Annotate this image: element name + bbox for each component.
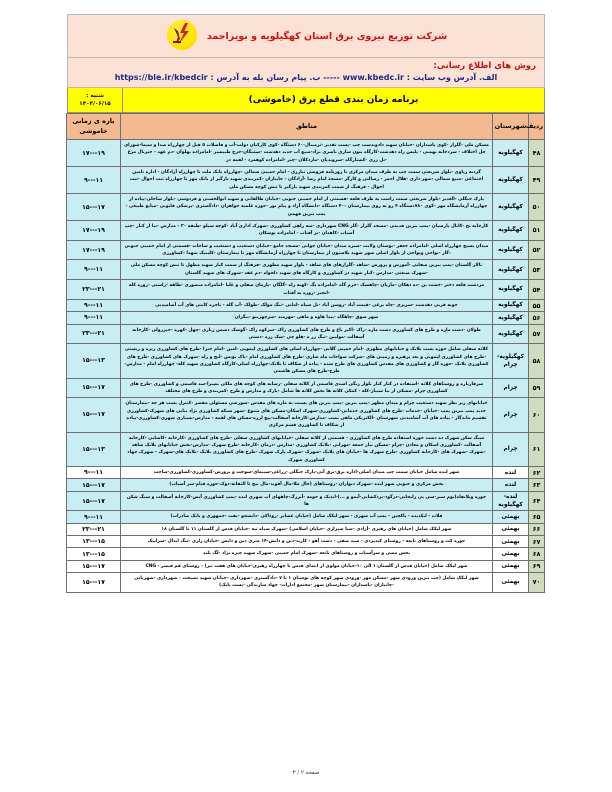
table-header-row — [67, 114, 545, 140]
cell-areas: شهر لیکک شامل (خیابان قدس از گلستان ۱ الی ۱۰-خیابان مولوی از ابتدای قدس تا چهارراه رهبری-خیابان های هفت تیر) - روستای قم قیصر - CNG — [121, 560, 493, 572]
cell-time: ۱۱---۹ — [67, 260, 121, 280]
table-row — [67, 560, 545, 572]
table-row — [67, 432, 545, 466]
cell-areas: خیابانهای زیر نظر شهید دستغیب چرام و میدان مطهر -پمپ بنزین -پمپ بنزین های نسبت به مازه های مقدس -شورشی مسئولی مقصر -کنترل پست هر چه -بیمارستان جدید پمپ بنزین پمپ -خیابان -خدمات -طرح های کشاورزی خدماتی-کشاورزی-شهرک اسکان-مسکن های متنوع -شهر شبکه کشاورزی نژاد بنایی های شهرک-کشاورزی تقسیم ماندگار - پیاده های آب آشامیدنی شهرستان -الکتریکی ماهی نصب -مدارس-کارخانه آسفالت-پیچ لرزه-مسکن های لقمه - مدارس-بسیاری شهری-کشاورزی-پیاده از شکاف تا کشاورزی قسم مرکزی — [121, 398, 493, 432]
cell-areas: خونه قربی دهدشت -سرپری -چاه برغی -قیمت آباد -روشن آباد -تل سیاه -امانی -تنگ مولک -طولک -آب گله - باجره کایتی های آب آشامیدنی — [121, 299, 493, 311]
cell-radif: ۶۱ — [529, 432, 545, 466]
cell-time: ۱۷---۱۵ — [67, 573, 121, 593]
cell-radif: ۵۴ — [529, 280, 545, 300]
cell-time: ۱۷---۱۵ — [67, 491, 121, 511]
table-row — [67, 324, 545, 344]
table-row — [67, 573, 545, 593]
cell-areas: شهر لنده شامل خیابان سمت چپ میدان اصلی-اداره برق-برق آبی-پارک جنگلی -زراعی-سینمای-سوخت و پرورش-کشاورزی-کشاورزی-ساخت — [121, 467, 493, 479]
cell-radif: ۵۹ — [529, 378, 545, 398]
cell-city: لنده-کهگیلویه — [493, 491, 529, 511]
schedule-date — [68, 88, 122, 112]
cell-city: کهگیلویه — [493, 167, 529, 194]
outage-schedule-table — [66, 113, 545, 593]
cell-radif: ۵۳ — [529, 260, 545, 280]
cell-time: ۱۱---۹ — [67, 299, 121, 311]
cell-city: کهگیلویه — [493, 194, 529, 221]
cell-areas: حوزه کت و روستاهای تابعه - روستای کیدیردی - سید صفی - دشت آهو - کارند-دین و دانش-۱۴ متری دین و دانش -خیابان رازی -تنگ ابدال -سراییک — [121, 536, 493, 548]
table-row — [67, 523, 545, 535]
cell-city: بهمئی — [493, 573, 529, 593]
cell-radif: ۵۰ — [529, 194, 545, 221]
cell-time: ۱۷---۱۵ — [67, 378, 121, 398]
table-row — [67, 299, 545, 311]
cell-city: بهمئی — [493, 548, 529, 560]
cell-radif: ۵۵ — [529, 299, 545, 311]
cell-areas: شهر سوق -چاهگاه -پیدا هاوه و ماهی -مهرمند -سرچهرنیو -بنگران — [121, 312, 493, 324]
table-row — [67, 312, 545, 324]
date-value: ۱۴۰۴/۰۶/۱۵ — [79, 101, 111, 107]
cell-city: کهگیلویه — [493, 299, 529, 311]
cell-city: لنده — [493, 479, 529, 491]
cell-city: کهگیلویه — [493, 280, 529, 300]
cell-areas: مسکن ملی -گلزار -کوی پاسداران -خیابان شهید دادوندست چپ -پست تقدیر -ترمینال-۶۰ دستگاه -کوی کارکنان دولت-آب و فاضلاب ۵ قبل از چهارراه صدا و سیما-شورای حل اختلاف - سردخانه بهمنی - پلیس راه دهدشت-کارگاه بتون سازی ناصری نژاد-منبع آب جدید دهدشت -سمنگان-خرج طبیشیر -امامزاده پهلوان -دم عهد - جیرنال مرغ -تل زری -کشتارگاه -سروندیان -ماردکلان -چنر -امامزاده کوهمرد - لقمه دژ — [121, 140, 493, 167]
cell-city: چرام — [493, 432, 529, 466]
page-footer: صفحه ۲ / ۳ — [292, 770, 320, 776]
cell-city: کهگیلویه — [493, 140, 529, 167]
cell-areas: گردنه ریاوی -بلوار شریعتی سمت چپ به طرف میدان مرکزی تا روزنامه فروشی تبارزی - امام خمینی شمالی -چهارراه بانک ملت تا چهارراه آزادگان - اداره تامین اجتماعی -منبع شمالی -شهر داری -هلال احمر - رسالتی و کارگر -مسجد امام رضا -آزادگان - جانبازان -کمربندی شهید بازگیر از بانک مهر تا چهارراه ثبت احوال -ثبت احوال - فرهنگ از سمت کمربندی شهید بازگیر تا تنش کوچه مسکن ملی — [121, 167, 493, 194]
table-row — [67, 221, 545, 241]
table-row — [67, 140, 545, 167]
cell-areas: شهر لیکک شامل (خیابان های رهبری -آزادی -صبا شیرازی -خیابان اسلامی) -شهرک سیاه تپه -خیابان قدس از گلستان ۱۱ تا گلستان ۱۸ — [121, 523, 493, 535]
table-row — [67, 194, 545, 221]
table-row — [67, 467, 545, 479]
cell-time: ۱۹---۱۷ — [67, 221, 121, 241]
table-head — [67, 114, 545, 140]
cell-radif: ۴۹ — [529, 167, 545, 194]
cell-areas: کلاته سفلی شامل حوزه پست بلانک و خیابانهای مطهری -امام خمینی گلابی -چهارراه اصلی های کشاورزی لیمویی -امین -امام خیرا -طرح های کشاورزی زیره و زیستی -طرح های کشاورزی لیمویی و بعد پرهیزه و زمینی های -شرکت سواحات ماه شاری -طرح های کشاورزی امام -پاک نویس -لنج و راه -شهرک های کشاورزی -طرح های کشاورزی بلانک -حوزه گاز و کشاورزی های مقدس کشاورزی های طرح شده - پیاده از شکاف تا بلانک-چهارراه اصلی-کارگاه کشاورزی شهید کله- چهارراه امام - مدارس-طرح-طرح های مسکن هاشمی — [121, 344, 493, 378]
cell-areas: قلات - لیکدیده - پاکچین - پمپ آب شهری - شهر لیکک شامل (خیابان عشایر -روداکی -دانشجو -نفت -جمهوری و بانک صادرات) — [121, 511, 493, 523]
cell-radif: ۶۳ — [529, 479, 545, 491]
cell-time: ۱۳---۱۵ — [67, 344, 121, 378]
cell-time: ۱۷---۱۵ — [67, 194, 121, 221]
cell-radif: ۵۷ — [529, 324, 545, 344]
cell-time: ۱۱---۹ — [67, 511, 121, 523]
contact-info-block — [67, 58, 545, 88]
cell-areas: تالار گلستان -پمپ بنزین صفایی -آموزش و پرورش -شاهد -گلزارهای های شاهد - بلوار شهید مطهری -فرهنگ از سمت کنار شهید مطهل تا تنش کوچه مسکن ملی -شهرک صنعتی -مدارس -کنار شهید دژ کشاورزی و کارگاه های شهید دلخواه -دم عقد -شهرک های شهید گلستان — [121, 260, 493, 280]
table-row — [67, 167, 545, 194]
cell-city: بهمئی — [493, 511, 529, 523]
cell-areas: پارک جنگلی -الغدیر -بلوار شریعتی سمت راست به طرف قلعه -قسمتی از امام خمینی جنوبی -خیابان طالقانی و شهید ابوالحسنی و فردوسی -بلوار ساحلی-پیاده از چهارراه آزمایشگاه مهر -کوی ۷۸۰دستگاه ۴ رو به روی بیمارستان -۴۰ دستگاه -دانشگاه آزاد و پیام نور -حوزه علمیه خواهران -دادگستری -پزشکی قانونی -منابع طبیعی - پمپ بنزین فهمی — [121, 194, 493, 221]
cell-radif: ۶۵ — [529, 511, 545, 523]
cell-time: ۱۷---۱۵ — [67, 479, 121, 491]
cell-radif: ۷۰ — [529, 573, 545, 593]
page-title: شرکت توزیع نیروی برق استان کهگیلویه و بویراحمد — [206, 30, 448, 42]
cell-city: کهگیلویه — [493, 221, 529, 241]
cell-areas: حوزه ویلانقاه(بوم سبز-سی بی زلیخایی-دژگود-بردکشانی-آبمو و ...)-ابدنک و حومه -آبرزگ-چاههای آب شهری لنده -پمپ کشاورزی آبش-کارخانه آسفالت و سنگ شکن ها — [121, 491, 493, 511]
cell-time: ۲۱---۲۳ — [67, 523, 121, 535]
cell-city: کهگیلویه — [493, 312, 529, 324]
cell-city: چرام — [493, 398, 529, 432]
cell-time: ۲۱---۲۳ — [67, 324, 121, 344]
cell-city: بهمئی — [493, 523, 529, 535]
header-banner — [67, 14, 545, 58]
cell-radif: ۵۶ — [529, 312, 545, 324]
cell-city: لنده — [493, 467, 529, 479]
table-row — [67, 280, 545, 300]
cell-time: ۱۵---۱۳ — [67, 536, 121, 548]
cell-radif: ۶۶ — [529, 523, 545, 535]
cell-time: ۱۱---۹ — [67, 467, 121, 479]
cell-radif: ۶۷ — [529, 536, 545, 548]
cell-radif: ۵۲ — [529, 240, 545, 260]
table-row — [67, 240, 545, 260]
info-heading: روش های اطلاع رسانی: — [433, 61, 536, 71]
cell-time: ۱۱---۹ — [67, 312, 121, 324]
cell-radif: ۶۲ — [529, 467, 545, 479]
cell-areas: سنگ شکن شهرک ده دشت حوزه استفاده طرح های کشاورزی - قسمتی از کلاته سفلی -خیابانهای کشاورزی سفلی -طرح های کشاورزی -کارخانه -کاشانی -کارخانه آسفالت -کشاورزی اسکان و معادن -چرام -مسکن نیاز جمعه -مهرانی -بلانک کشاورزی -مدارس -درمان -کارخانه -طرح شهرک -مدارس-بخش خیابانهای بلانک شاهد -شهرک -شهرک های -کارخانه کشاورزی -طرح شهرک ها -خیابان های بلانک -شهرک -شهرک پارک شهرک -طرح های کشاورزی بلانک -بلانک های-شهرک - شهرک جهاد کشاورزی شهرک — [121, 432, 493, 466]
table-row — [67, 260, 545, 280]
cell-city: کهگیلویه — [493, 324, 529, 344]
table-row — [67, 378, 545, 398]
table-row — [67, 511, 545, 523]
schedule-title-row — [67, 88, 545, 113]
col-header-radif: ردیف — [529, 114, 545, 140]
col-header-areas: مناطق — [121, 114, 493, 140]
col-header-city: شهرستان — [493, 114, 529, 140]
cell-areas: بخش مصی و سرآسیاب و روستاهای تابعه -شهرک امام خمینی -شهرک شهید چیره نژاد -لگ بلند — [121, 548, 493, 560]
cell-areas: مردشت قلعه دختر -خشت بن -ده دهکان -ماریان -چاهشک -خرم گاه -امامزاده بگ -کهنه راه -گلگان -پارمان سفلی و علیا -امامزاده منصوری -طاهه -راستی -روزه کله -انجیر -روزه نه آفتاب — [121, 280, 493, 300]
cell-radif: ۶۸ — [529, 548, 545, 560]
cell-areas: کارخانه یخ -کانال پارسیان -پمپ بنزین قدیمی -مسجد گلزار -گاز CNG شهرداری -سه راهی کشاورزی -شهرک اداری آباد -کوچه سیلو -طبقه ۳۰ - مدارس -بنا از کنار -چپ آسیاب -کاهدان -بر آفتاب - امامزاده بوشکان — [121, 221, 493, 241]
cell-city: کهگیلویه — [493, 260, 529, 280]
cell-city: بهمئی — [493, 560, 529, 572]
cell-areas: میدان بسیج چهارراه اصلی -امامزاده جعفر -بوستان ولایت -سبزه میدان -خیابان جوانی -مسجد جامع -خیابان دستغیب و دستغیب و ساحات -قسمتی از امام خمینی جنوبی -گاز -نواحی ونواحی از بلوار اصلی شهر شهید پلاسیون از بیمارستان تا چهارراه آزمایشگاه مهر تا بیمارستان -کلینیک شهدا -کشاورزی — [121, 240, 493, 260]
cell-radif: ۶۹ — [529, 560, 545, 572]
cell-time: ۱۳---۱۵ — [67, 432, 121, 466]
cell-city: کهگیلویه — [493, 240, 529, 260]
cell-time: ۱۹---۱۷ — [67, 240, 121, 260]
table-row — [67, 548, 545, 560]
cell-time: ۱۱---۹ — [67, 167, 121, 194]
cell-city: کهگیلویه-چرام — [493, 344, 529, 378]
cell-areas: سرقارباره و روستاهای کلاته -استفاده در کنار کنار بلوار زنگی اسدی قاسمی از کلاته سفلی -رسانه های کوچه های ملکی نصیرا-سد قاسمی و کشاورزی -طرح های کشاورزی چرام -مشکی از بنا سینار-کله - کمکی کلاته ها بخش کلاته ها شامل -پارک و مدارس و طرح -کمربندی و طرح های مختلف — [121, 378, 493, 398]
cell-areas: بخش مرکزی و جنوبی شهر لنده -شهرک دیواران -روستاهای (حال ملا-مال آقوند-مال نیخ تا التفاته-دوک-حوزه قیام-سر آسیاب) — [121, 479, 493, 491]
cell-radif: ۶۴ — [529, 491, 545, 511]
table-row — [67, 398, 545, 432]
cell-time: ۱۵---۱۳ — [67, 548, 121, 560]
cell-time: ۱۹---۱۷ — [67, 140, 121, 167]
cell-areas: شهر لیکک شامل (چپ بنزین ورودی شهر -مسکن مهر -ورودی شهر کوچه های نوستان ۱ تا ۷ -دادگستری -شهرداری -خیابان شهید نصیحت - شهرداری -شهربانی -جانبازان -پاسداران -بیمارستان شهر -مجتمع ادارات- جهاد سازندگی -پست بانک) — [121, 573, 493, 593]
cell-radif: ۴۸ — [529, 140, 545, 167]
kbedc-logo-icon — [165, 19, 199, 53]
cell-radif: ۵۱ — [529, 221, 545, 241]
table-row — [67, 479, 545, 491]
table-body — [67, 140, 545, 593]
info-contact-line: الف. آدرس وب سایت : www.kbedc.ir ----- ب. پیام رسان بله به آدرس : https://ble.ir/kbedcir — [114, 73, 498, 82]
cell-radif: ۶۰ — [529, 398, 545, 432]
table-row — [67, 536, 545, 548]
cell-time: ۱۷---۱۵ — [67, 398, 121, 432]
cell-radif: ۵۸ — [529, 344, 545, 378]
cell-city: چرام — [493, 378, 529, 398]
date-label: شنبه : — [86, 92, 104, 99]
cell-areas: طولان -دشت مازه و طرح های کشاورزی دشت مازه -راک -اکبر باغ و طرح های کشاورزی راک -سرکوه راک -گوشک دشمن زیاری -چهل -کهره -خیرزولی -کارخانه آسفالت -مولیین -تنگ زر ه -هلو چی -شک زره -دشتی — [121, 324, 493, 344]
table-row — [67, 491, 545, 511]
cell-time: ۱۷---۱۵ — [67, 560, 121, 572]
col-header-time: بازه ی زمانی خاموشی — [67, 114, 121, 140]
schedule-title: برنامه زمان بندی قطع برق (خاموشی) — [122, 88, 544, 112]
cell-time: ۲۱---۲۳ — [67, 280, 121, 300]
cell-city: بهمئی — [493, 536, 529, 548]
table-row — [67, 344, 545, 378]
